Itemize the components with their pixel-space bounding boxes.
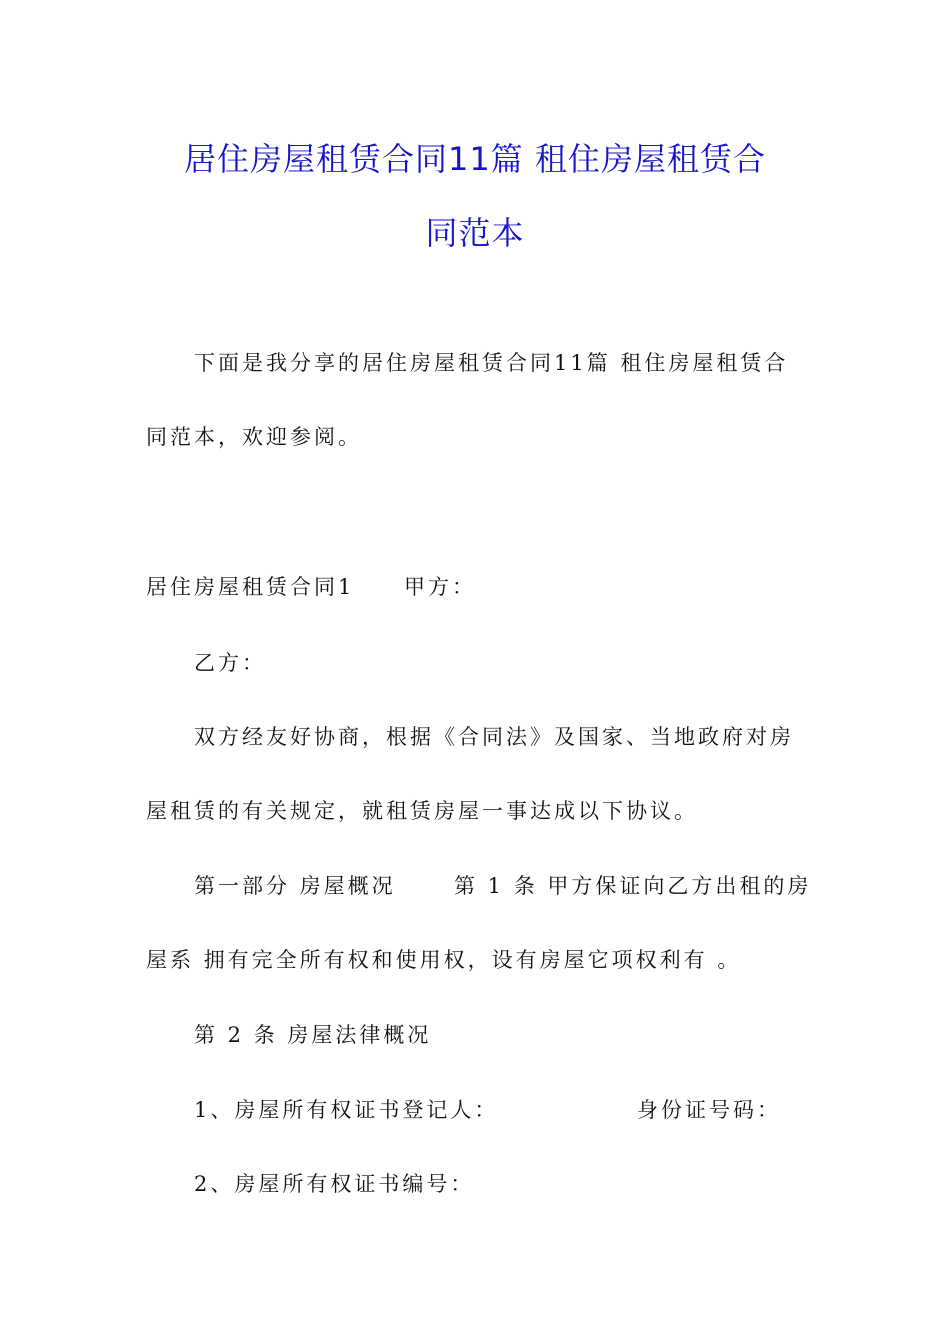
article-1-line-2: 屋系 拥有完全所有权和使用权，设有房屋它项权利有 。 — [146, 948, 742, 972]
article-1-line-1: 第 1 条 甲方保证向乙方出租的房 — [454, 874, 812, 898]
document-title-line-2: 同范本 — [425, 214, 525, 252]
intro-line-2: 同范本，欢迎参阅。 — [146, 425, 362, 449]
section-heading: 居住房屋租赁合同1 — [146, 575, 355, 599]
part-heading: 第一部分 房屋概况 — [194, 874, 396, 898]
paragraph-line-1: 双方经友好协商，根据《合同法》及国家、当地政府对房 — [194, 725, 794, 749]
paragraph-line-2: 屋租赁的有关规定，就租赁房屋一事达成以下协议。 — [146, 799, 698, 823]
article-2-heading: 第 2 条 房屋法律概况 — [194, 1023, 432, 1047]
item-1-id-label: 身份证号码： — [637, 1098, 781, 1122]
party-b-label: 乙方： — [194, 651, 266, 675]
item-1-label: 1、房屋所有权证书登记人： — [194, 1098, 499, 1122]
intro-line-1: 下面是我分享的居住房屋租赁合同11篇 租住房屋租赁合 — [194, 351, 789, 375]
document-title-line-1: 居住房屋租赁合同11篇 租住房屋租赁合 — [184, 140, 766, 178]
party-a-label: 甲方： — [404, 575, 476, 599]
item-2-label: 2、房屋所有权证书编号： — [194, 1172, 475, 1196]
